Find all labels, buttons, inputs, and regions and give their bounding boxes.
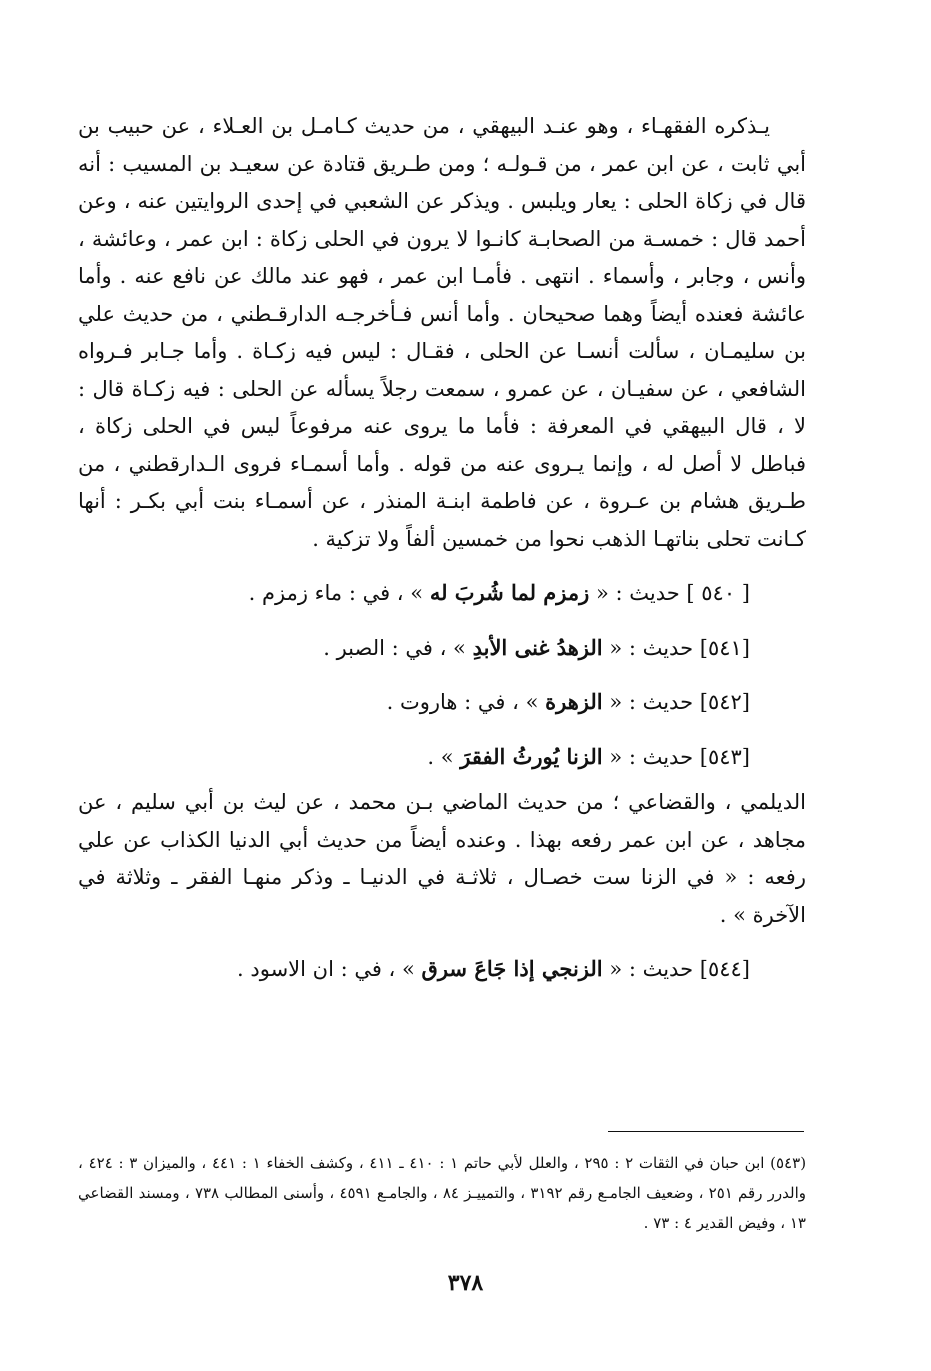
entry-suffix: » ، في : ماء زمزم . [248,581,424,605]
hadith-entry-542 [78,683,750,722]
body-paragraph: يـذكره الفقهـاء ، وهو عنـد البيهقي ، من حديث كـامـل بن العـلاء ، عن حبيب بن أبي ثابت ، عن ابن عمر ، من قـولـه ؛ ومن طـريق قتادة عن سعيـد بن المسيب : أنه قال في زكاة الحلى : يعار ويلبس . ويذكر عن الشعبي في إحدى الروايتين عنه ، وعن أحمد قال : خمسـة من الصحابـة كانـوا لا يرون في الحلى زكاة : ابن عمر ، وعائشة ، وأنس ، وجابر ، وأسماء . انتهى . فأمـا ابن عمر ، فهو عند مالك عن نافع عنه . وأما عائشة فعنده أيضاً وهما صحيحان . وأما أنس فـأخرجـه الدارقـطني ، من حديث علي بن سليمـان ، سألت أنسـا عن الحلى ، فقـال : ليس فيه زكـاة . وأما جـابر فـرواه الشافعي ، عن سفيـان ، عن عمرو ، سمعت رجلاً يسأله عن الحلى : فيه زكـاة قال : لا ، قال البيهقي في المعرفة : فأما ما يروى عنه مرفوعاً ليس في الحلى زكاة ، فباطل لا أصل له ، وإنما يـروى عنه من قوله . وأما أسمـاء فروى الـدارقطني ، من طـريق هشام بن عـروة ، عن فاطمة ابنـة المنذر ، عن أسمـاء بنت أبي بكـر : أنها كـانت تحلى بناتهـا الذهب نحوا من خمسين ألفاً ولا تزكية . [78,114,807,551]
entry-title: الزهرة [545,689,603,714]
entry-suffix: » ، في : الصبر . [323,635,466,660]
entry-number: [٥٤٢] [699,690,750,714]
hadith-entry-540 [78,574,750,613]
footnotes [78,1148,806,1238]
main-text [78,108,806,989]
entry-prefix: حديث : « [609,744,694,769]
footnote-543: (٥٤٣) ابن حبان في الثقات ٢ : ٢٩٥ ، والعلل لأبي حاتم ١ : ٤١٠ ـ ٤١١ ، وكشف الخفاء ١ : ٤٤١ ، والميزان ٣ : ٤٢٤ ، والدرر رقم ٢٥١ ، وضعيف الجامـع رقم ٣١٩٢ ، والتمييـز ٨٤ ، والجامـع ٤٥٩١ ، وأسنى المطالب ٧٣٨ ، ومسند القضاعي ١٣ ، وفيض القدير ٤ : ٧٣ . [78,1154,807,1232]
entry-title: الزهدُ غنى الأبدِ [472,634,603,660]
page-number: ٣٧٨ [447,1270,484,1296]
entry-suffix: » ، في : ان الاسود . [237,957,415,981]
entry-number: [٥٤٤] [699,957,750,981]
entry-title: الزنا يُورثُ الفقرَ [460,743,603,769]
entry-prefix: حديث : « [595,581,680,605]
entry-prefix: حديث : « [609,635,694,660]
hadith-entry-541 [78,629,750,668]
hadith-entry-543 [78,738,750,777]
entry-number: [٥٤١] [699,635,750,660]
entry-title: الزنجي إذا جَاعَ سرق [421,956,603,981]
entry-number: [٥٤٣] [699,744,750,769]
entry-prefix: حديث : « [609,690,694,714]
entry-suffix: » ، في : هاروت . [386,690,539,714]
entry-number: [ ٥٤٠ ] [686,581,750,605]
footnote-divider [608,1131,804,1132]
entry-prefix: حديث : « [609,957,694,981]
entry-suffix: » . [427,744,454,769]
body-paragraph-543: الديلمي ، والقضاعي ؛ من حديث الماضي بـن محمد ، عن ليث بن أبي سليم ، عن مجاهد ، عن ابن عمر رفعه بهذا . وعنده أيضاً من حديث أبي الدنيا الكذاب عن علي رفعه : « في الزنا ست خصـال ، ثلاثـة في الدنيـا ـ وذكر منهـا الفقر ـ وثلاثة في الآخرة » . [78,790,806,927]
hadith-entry-544 [78,950,750,989]
entry-title: زمزم لما شُربَ له [429,580,590,605]
